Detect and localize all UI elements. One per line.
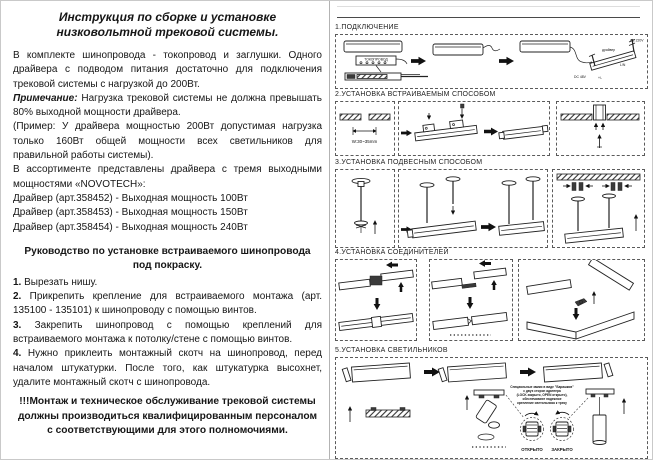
lock-note xyxy=(510,385,574,405)
lock-open-detail xyxy=(521,413,544,440)
note-label: Примечание: xyxy=(13,92,78,104)
page-title: Инструкция по сборке и установке низковольтной трековой системы. xyxy=(56,10,279,39)
intro-paragraph: В комплекте шинопровода - токопровод и заглушки. Одного драйвера с подводом питания достаточно для подключения трековой системы с нагрузкой до 200Вт. xyxy=(13,50,322,90)
step-4-number: 4. xyxy=(13,348,22,360)
lock-note-line: крепление светильника к треку xyxy=(517,401,567,405)
lock-note-line: обеспечивают надежное xyxy=(522,397,562,401)
step-4 xyxy=(13,347,322,390)
linear-luminaire-sketch xyxy=(350,407,410,422)
bold-arrow-icon xyxy=(484,128,498,136)
ln-label: L/N xyxy=(620,63,626,67)
bold-arrow-icon xyxy=(424,368,440,377)
decorative-line-faint xyxy=(337,6,640,7)
section-1-heading: 1.ПОДКЛЮЧЕНИЕ xyxy=(335,24,399,31)
diagram-pendant-rod xyxy=(335,169,395,248)
niche-width-label: W:30~35mm xyxy=(351,139,378,144)
diagram-flexible-connector xyxy=(429,259,513,341)
step-3-text: Закрепить шинопровод с помощью креплений для встраиваемого монтажа к потолку/стене с помощью винтов. xyxy=(13,319,322,346)
lock-note-line: (LOCK закрыто, OPEN открыто), xyxy=(516,393,568,397)
driver-label: драйвер xyxy=(602,48,616,52)
driver-option-150: Драйвер (арт.358453) - Выходная мощность 150Вт xyxy=(13,207,248,219)
note-text: Нагрузка трековой системы не должна превышать 80% выходной мощности драйвера. xyxy=(13,92,322,119)
diagram-niche-dimensions xyxy=(335,101,395,156)
track-driver-connection-sketch xyxy=(520,39,644,81)
section-3-heading: 3.УСТАНОВКА ПОДВЕСНЫМ СПОСОБОМ xyxy=(335,159,483,166)
step-2 xyxy=(13,290,322,319)
dc-voltage-label: DC 48V xyxy=(574,75,586,79)
step-1-number: 1. xyxy=(13,276,22,288)
step-2-text: Прикрепить крепление для встраиваемого монтажа (арт. 135100 - 135101) к шинопроводу с помощью винтов. xyxy=(13,291,322,317)
diagram-corner-connector xyxy=(518,259,645,341)
bold-arrow-icon xyxy=(479,260,491,267)
step-2-number: 2. xyxy=(13,291,22,303)
section-2-heading: 2.УСТАНОВКА ВСТРАИВАЕМЫМ СПОСОБОМ xyxy=(335,91,496,98)
section-4-heading: 4.УСТАНОВКА СОЕДИНИТЕЛЕЙ xyxy=(335,249,449,256)
column-divider-line xyxy=(329,1,330,460)
spot-luminaire-sketch xyxy=(467,390,506,447)
closed-label: ЗАКРЫТО xyxy=(551,447,573,452)
track-with-clips-sketch xyxy=(414,118,477,140)
assembled-track-sketch xyxy=(499,125,549,139)
bold-arrow-icon xyxy=(481,223,496,231)
bold-arrow-icon xyxy=(491,280,497,290)
bold-arrow-icon xyxy=(573,308,580,320)
step-4-text: Нужно приклеить монтажный скотч на шинопровод, перед началом штукатурки. После того, как штукатурка высохнет, удалите монтажный скотч с шинопровода. xyxy=(13,348,322,388)
track-segment-sketch xyxy=(544,362,613,382)
diagram-recessed-cross-section xyxy=(556,101,645,156)
guide-title: Руководство по установке встраиваемого шинопровода под покраску. xyxy=(24,245,311,272)
step-1-text: Вырезать нишу. xyxy=(21,276,98,288)
ac-voltage-label: AC 220V xyxy=(630,38,644,43)
step-1 xyxy=(13,276,322,290)
diagram-pendant-assembly xyxy=(398,169,548,248)
bold-arrow-icon xyxy=(467,297,474,309)
bold-arrow-icon xyxy=(398,282,404,292)
decorative-line-dark xyxy=(337,17,640,18)
conductor-label: ТОКОПРОВОД xyxy=(364,57,388,62)
bold-arrow-icon xyxy=(386,262,398,269)
note-paragraph xyxy=(13,92,322,121)
instruction-text-column xyxy=(1,1,329,460)
step-3-number: 3. xyxy=(13,319,22,331)
warning-text: !!!Монтаж и техническое обслуживание трековой системы должны производиться квалифицированным персоналом с соответствующими для этого полномочиями. xyxy=(17,396,318,437)
section-5-heading: 5.УСТАНОВКА СВЕТИЛЬНИКОВ xyxy=(335,347,448,354)
driver-option-240: Драйвер (арт.358454) - Выходная мощность 240Вт xyxy=(13,221,248,233)
open-label: ОТКРЫТО xyxy=(521,447,543,452)
track-with-cord-sketch xyxy=(433,44,500,55)
example-paragraph: (Пример: У драйвера мощностью 200Вт допустимая нагрузка только 160Вт общей мощности всех светильников для правильной работы системы). xyxy=(13,121,322,162)
lock-closed-detail xyxy=(551,412,574,440)
step-3 xyxy=(13,319,322,348)
diagram-straight-connector xyxy=(335,259,417,341)
bold-arrow-icon xyxy=(520,368,536,377)
bold-arrow-icon xyxy=(499,57,514,65)
assortment-paragraph: В ассортименте представлены драйвера с тремя выходными мощностями «NOVOTECH»: xyxy=(13,164,322,190)
track-segment-sketch xyxy=(342,363,410,383)
bold-arrow-icon xyxy=(401,130,412,136)
pendant-luminaire-sketch xyxy=(586,389,624,445)
diagram-recessed-brackets xyxy=(398,101,550,156)
diagram-luminaire-installation xyxy=(335,357,648,459)
diagram-column xyxy=(331,1,653,460)
diagram-pendant-to-ceiling xyxy=(552,169,645,248)
diagram-connection xyxy=(335,34,648,89)
track-segment-sketch xyxy=(438,363,506,383)
driver-option-100: Драйвер (арт.358452) - Выходная мощность 100Вт xyxy=(13,192,248,204)
bold-arrow-icon xyxy=(411,57,426,65)
polarity-label: +/- xyxy=(598,76,603,80)
lock-note-line: с двух сторон адаптера xyxy=(523,389,561,393)
bold-arrow-icon xyxy=(374,298,381,310)
lock-note-line: Специальные замки в виде "Барашков" xyxy=(510,385,574,389)
